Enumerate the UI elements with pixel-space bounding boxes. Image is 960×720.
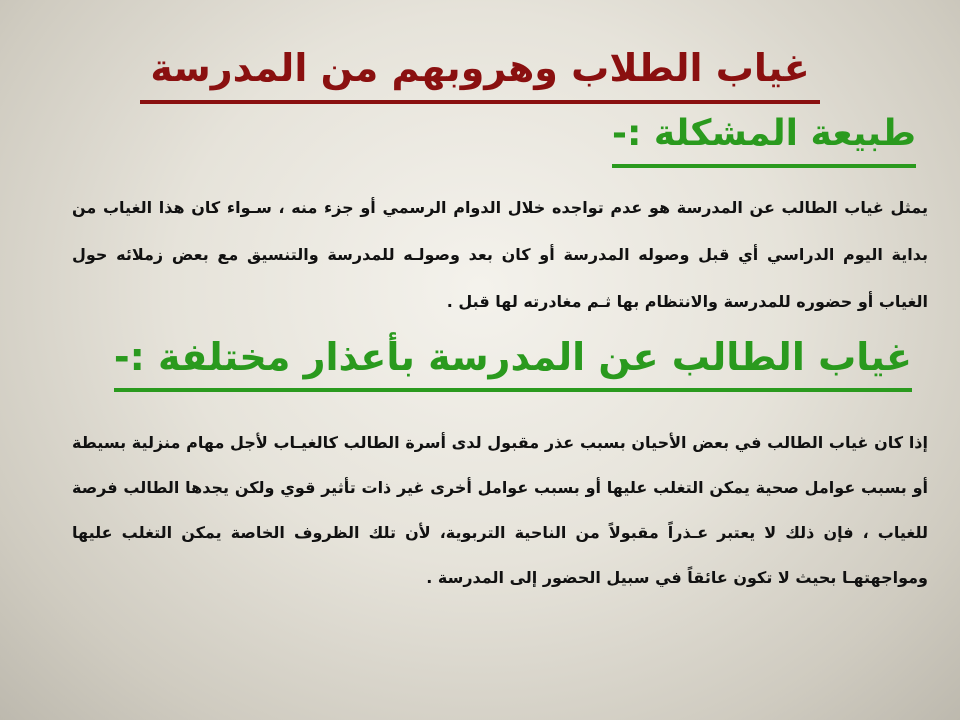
- section-body-problem-nature: يمثل غياب الطالب عن المدرسة هو عدم تواجده خلال الدوام الرسمي أو جزء منه ، سـواء كان هذا الغياب من بداية اليوم الدراسي أي قبل وصوله المدرسة أو كان بعد وصولـه للمدرسة والتنسيق مع بعض زملائه حول الغياب أو حضوره للمدرسة والانتظام بها ثـم مغادرته لها قبل .: [72, 198, 928, 311]
- section-heading-text: غياب الطالب عن المدرسة بأعذار مختلفة :-: [114, 330, 912, 392]
- section-heading-problem-nature: [612, 108, 916, 168]
- section-heading-text: طبيعة المشكلة :-: [612, 108, 916, 168]
- slide-title-container: [0, 40, 960, 104]
- section-body-excused-absence: إذا كان غياب الطالب في بعض الأحيان بسبب عذر مقبول لدى أسرة الطالب كالغيـاب لأجل مهام منزلية بسيطة أو بسبب عوامل صحية يمكن التغلب عليها أو بسبب عوامل أخرى غير ذات تأثير قوي ولكن يجدها الطالب فرصة للغياب ، فإن ذلك لا يعتبر عـذراً مقبولاً من الناحية التربوية، لأن تلك الظروف الخاصة يمكن التغلب عليها ومواجهتهـا بحيث لا تكون عائقاً في سبيل الحضور إلى المدرسة .: [72, 433, 928, 587]
- slide-title: غياب الطلاب وهروبهم من المدرسة: [140, 40, 819, 104]
- section-heading-excused-absence: [114, 330, 912, 392]
